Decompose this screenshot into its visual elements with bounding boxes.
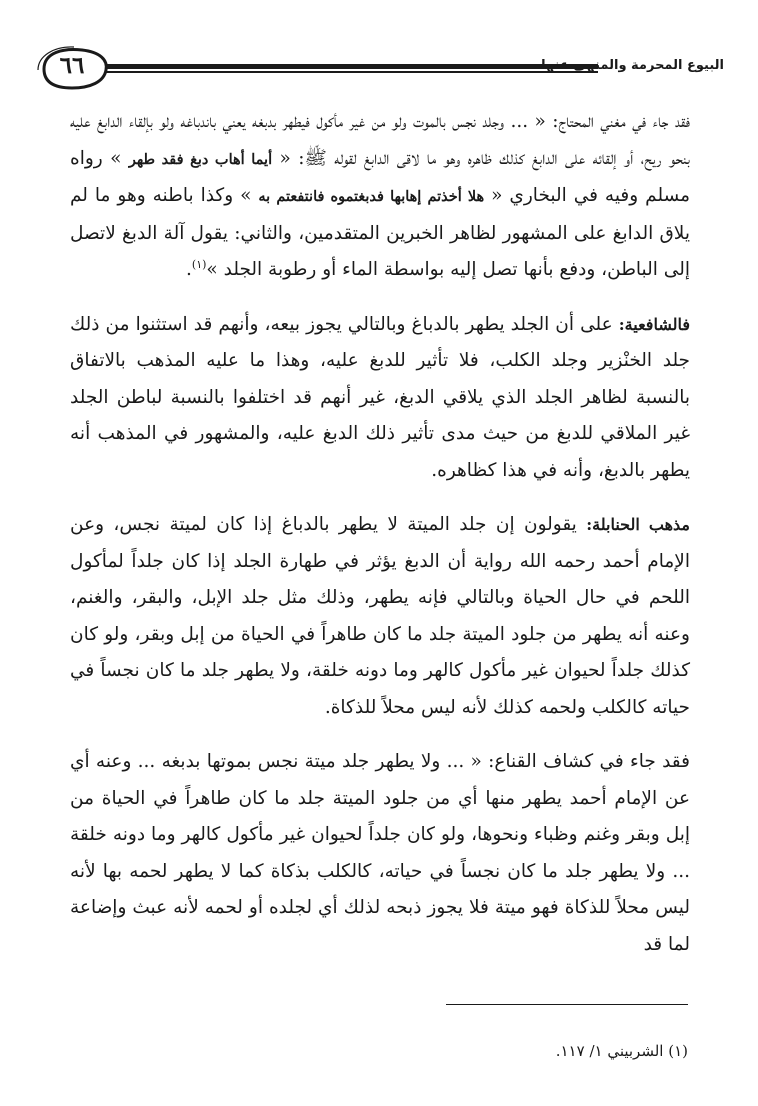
hadith-quote: هلا أخذتم إهابها فدبغتموه فانتفعتم به [258, 188, 485, 205]
header-rule [106, 64, 598, 74]
page-number: ٦٦ [59, 52, 85, 79]
paragraph-text: » رواه مسلم وفيه في البخاري « [70, 147, 691, 206]
paragraph [70, 744, 690, 963]
paragraph-text: . [186, 259, 192, 280]
paragraph-text: » وكذا باطنه وهو ما لم يلاق الدابغ على المشهور لظاهر الخبرين المتقدمين، والثاني: يقول آلة الدبغ لاتصل إلى الباطن، ودفع بأنها تصل إليه بواسطة الماء أو رطوبة الجلد » [70, 185, 690, 280]
paragraph-lead-in: فالشافعية: [618, 314, 690, 334]
footnote: (١) الشربيني ١/ ١١٧. [555, 1042, 688, 1060]
running-title: البيوع المحرمة والمنهي عنها [541, 58, 724, 73]
paragraph [70, 104, 690, 289]
footnote-separator [446, 1004, 688, 1005]
paragraph-text: يقولون إن جلد الميتة لا يطهر بالدباغ إذا كان لميتة نجس، وعن الإمام أحمد رحمه الله رواية أن الدبغ يؤثر في طهارة الجلد إذا كان جلداً لمأكول اللحم في حال الحياة وبالتالي فإنه يطهر، وذلك مثل جلد الإبل، والبقر، والغنم، وعنه أنه يطهر من جلود الميتة جلد ما كان طاهراً في الحياة من إبل وبقر، ولو كان كذلك جلداً لحيوان غير مأكول كالهر وما دونه خلقة، ولا يطهر جلد ما كان نجساً في حياته كالكلب ولحمه كذلك لأنه ليس محلاً للذكاة. [70, 514, 690, 718]
paragraph-text: فقد جاء في كشاف القناع: « ... ولا يطهر جلد ميتة نجس بموتها بدبغه ... وعنه أي عن الإمام أحمد يطهر منها أي من جلود الميتة جلد ما كان طاهراً في الحياة من إبل وبقر وغنم وظباء ونحوها، ولو كان جلداً لحيوان غير مأكول كالهر وما دونه خلقة ... ولا يطهر جلد ما كان نجساً في حياته، كالكلب بذكاة كما لا يطهر لحمه بها لأنه ليس محلاً للذكاة فهو ميتة فلا يجوز ذبحه لذلك أي لجلده أو لحمه لأنه عبث وإضاعة لما قد [70, 751, 690, 955]
hadith-quote: أيما أهاب دبغ فقد طهر [128, 150, 273, 168]
paragraph-text: فقد جاء في مغني المحتاج: « ... وجلد نجس بالموت ولو من غير مأكول فيطهر بدبغه يعني باندباغه ولو بإلقاء الدابغ عليه بنحو ريح، أو إلقائه على الدابغ كذلك ظاهره وهو ما لاقى الدابغ لقوله ﷺ: « [70, 111, 690, 169]
paragraph [70, 507, 690, 726]
body-text [70, 104, 690, 981]
header-rule-thick [106, 64, 598, 69]
page-number-badge [34, 46, 110, 92]
page-header [34, 46, 724, 96]
paragraph-text: على أن الجلد يطهر بالدباغ وبالتالي يجوز بيعه، وأنهم قد استثنوا من ذلك جلد الخنْزير وجلد الكلب، فلا تأثير للدبغ عليه، وهذا ما عليه المذهب بالاتفاق بالنسبة لظاهر الجلد الذي يلاقي الدبغ، غير أنهم قد اختلفوا بالنسبة لباطن الجلد غير الملاقي للدبغ من حيث مدى تأثير ذلك الدبغ عليه، والمشهور في المذهب أنه يطهر بالدبغ، وأنه في هذا كظاهره. [70, 313, 690, 481]
footnote-marker: (١) [191, 257, 207, 271]
paragraph-lead-in: مذهب الحنابلة: [586, 515, 690, 534]
paragraph [70, 307, 690, 490]
header-rule-thin [106, 71, 598, 73]
